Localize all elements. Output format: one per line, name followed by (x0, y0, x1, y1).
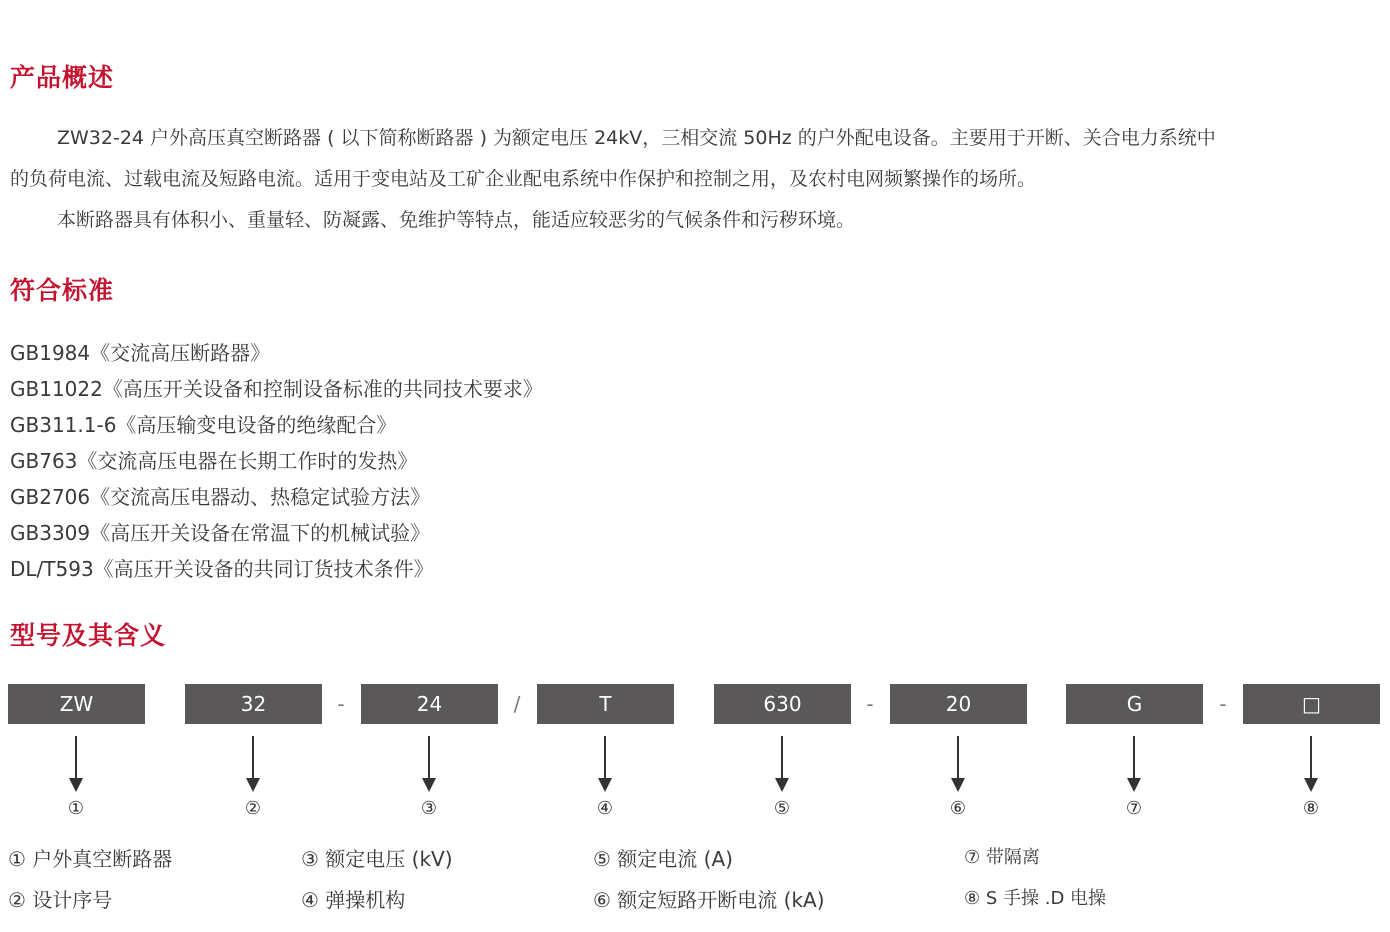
model-separator: - (1219, 692, 1227, 716)
legend-item: ④ 弹操机构 (301, 888, 406, 912)
legend-item: ⑤ 额定电流 (A) (593, 847, 733, 871)
circled-number: ④ (596, 798, 614, 819)
model-code-box-3: 24 (361, 684, 498, 724)
circled-number: ⑤ (773, 798, 791, 819)
overview-paragraph-2: 本断路器具有体积小、重量轻、防凝露、免维护等特点，能适应较恶劣的气候条件和污秽环境。 (57, 209, 856, 231)
model-code-box-4: T (537, 684, 674, 724)
circled-number: ⑧ (1302, 798, 1320, 819)
model-code-box-2: 32 (185, 684, 322, 724)
section-title-model: 型号及其含义 (10, 621, 167, 650)
circled-number: ② (244, 798, 262, 819)
standard-item: GB311.1-6《高压输变电设备的绝缘配合》 (10, 413, 397, 437)
down-arrow-icon (598, 736, 612, 792)
standard-item: GB3309《高压开关设备在常温下的机械试验》 (10, 521, 431, 545)
circled-number: ③ (420, 798, 438, 819)
circled-number: ① (67, 798, 85, 819)
standard-item: GB1984《交流高压断路器》 (10, 341, 271, 365)
model-code-box-1: ZW (8, 684, 145, 724)
legend-item: ③ 额定电压 (kV) (301, 847, 453, 871)
legend-item: ⑥ 额定短路开断电流 (kA) (593, 888, 825, 912)
legend-item: ⑦ 带隔离 (964, 847, 1040, 868)
down-arrow-icon (951, 736, 965, 792)
model-separator: / (513, 692, 521, 716)
model-code-box-5: 630 (714, 684, 851, 724)
down-arrow-icon (1304, 736, 1318, 792)
standard-item: DL/T593《高压开关设备的共同订货技术条件》 (10, 557, 434, 581)
model-separator: - (337, 692, 345, 716)
standard-item: GB11022《高压开关设备和控制设备标准的共同技术要求》 (10, 377, 543, 401)
legend-item: ② 设计序号 (8, 888, 113, 912)
model-code-box-7: G (1066, 684, 1203, 724)
legend-item: ⑧ S 手操 .D 电操 (964, 888, 1107, 909)
down-arrow-icon (69, 736, 83, 792)
model-code-box-6: 20 (890, 684, 1027, 724)
model-code-box-8: □ (1243, 684, 1380, 724)
overview-paragraph-1-line-2: 的负荷电流、过载电流及短路电流。适用于变电站及工矿企业配电系统中作保护和控制之用，及农村电网频繁操作的场所。 (10, 168, 1037, 190)
down-arrow-icon (422, 736, 436, 792)
model-separator: - (866, 692, 874, 716)
section-title-standards: 符合标准 (10, 276, 115, 305)
standard-item: GB763《交流高压电器在长期工作时的发热》 (10, 449, 418, 473)
circled-number: ⑦ (1125, 798, 1143, 819)
standard-item: GB2706《交流高压电器动、热稳定试验方法》 (10, 485, 431, 509)
down-arrow-icon (775, 736, 789, 792)
circled-number: ⑥ (949, 798, 967, 819)
legend-item: ① 户外真空断路器 (8, 847, 173, 871)
overview-paragraph-1-line-1: ZW32-24 户外高压真空断路器 ( 以下简称断路器 ) 为额定电压 24kV，三相交流 50Hz 的户外配电设备。主要用于开断、关合电力系统中 (57, 127, 1216, 149)
down-arrow-icon (246, 736, 260, 792)
section-title-overview: 产品概述 (10, 63, 115, 92)
down-arrow-icon (1127, 736, 1141, 792)
